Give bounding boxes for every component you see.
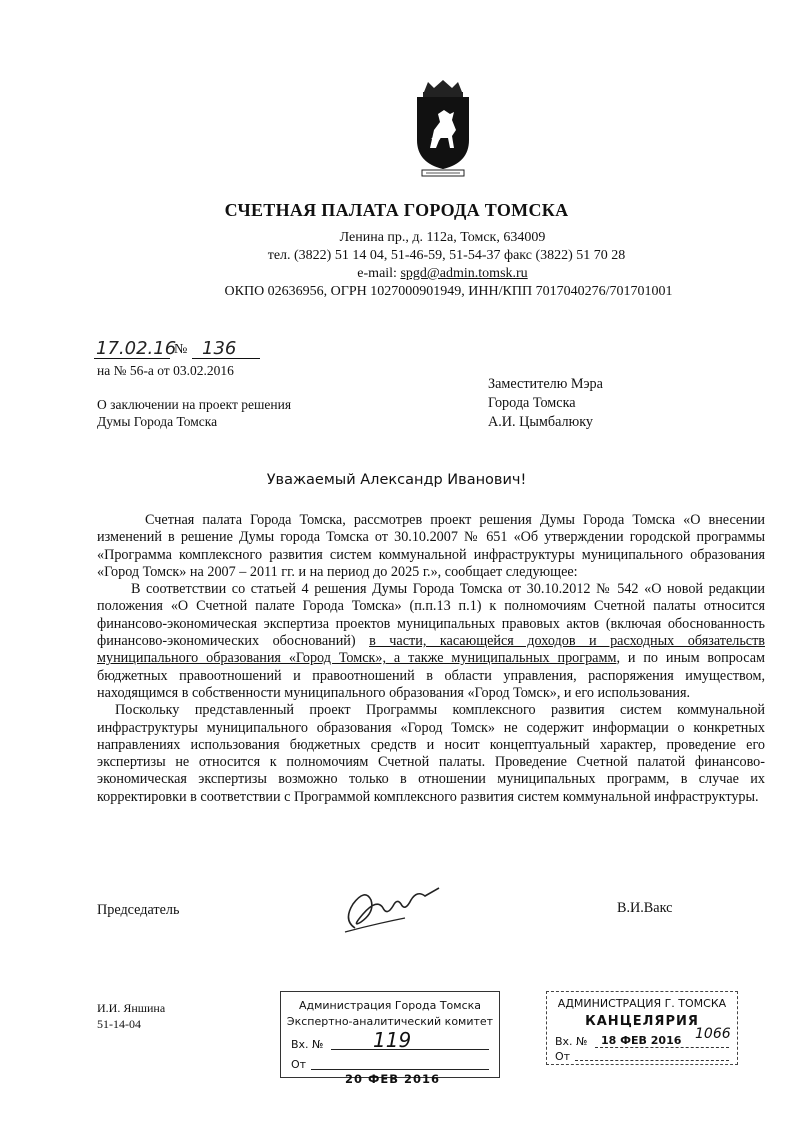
reference-line xyxy=(97,362,234,379)
reference-date: 03.02.2016 xyxy=(173,363,234,378)
addressee-line-3: А.И. Цымбалюку xyxy=(488,414,593,430)
stamp1-line-2: Экспертно-аналитический комитет xyxy=(286,1015,494,1028)
organization-address: Ленина пр., д. 112а, Томск, 634009 xyxy=(339,230,546,245)
addressee-block xyxy=(488,375,603,432)
signature-name: В.И.Вакс xyxy=(617,900,673,916)
letter-body xyxy=(97,512,765,806)
underlined-clause: в части, касающейся доходов и расходных обязательств муниципального образования «Город Томск», а также муниципальных программ xyxy=(97,633,765,667)
registration-stamp-chancery xyxy=(546,991,738,1065)
coat-of-arms-emblem xyxy=(410,78,476,178)
stamp1-in-label: Вх. № xyxy=(291,1038,324,1051)
stamp2-line-1: АДМИНИСТРАЦИЯ Г. ТОМСКА xyxy=(557,997,727,1010)
stamp1-line-1: Администрация Города Томска xyxy=(298,999,482,1012)
outgoing-date: 17.02.16 xyxy=(96,338,177,359)
reference-label: на № 56-а от xyxy=(97,363,170,378)
stamp2-in-number: 1066 xyxy=(695,1026,731,1042)
executor-phone: 51-14-04 xyxy=(97,1017,141,1031)
subject-line-1: О заключении на проект решения xyxy=(97,397,292,412)
paragraph-3: Поскольку представленный проект Программы комплексного развития систем коммунальной инфраструктуры муниципального образования «Город Томск» не содержит информации о конкретных направлениях использования бюджетных средств и носит концептуальный характер, проведение его экспертизы не относится к полномочиям Счетной палаты. Проведение Счетной палатой финансово-экономическая экспертизы возможно только в отношении муниципальных программ, в случае их корректировки в соответствии с Программой комплексного развития систем коммунальной инфраструктуры. xyxy=(97,702,765,805)
salutation: Уважаемый Александр Иванович! xyxy=(266,472,527,488)
stamp1-in-number: 119 xyxy=(373,1028,412,1052)
organization-email-line xyxy=(46,266,793,282)
registration-stamp-committee xyxy=(280,991,500,1086)
outgoing-number-label: № xyxy=(174,342,188,357)
paragraph-2: В соответствии со статьей 4 решения Думы Города Томска от 30.10.2012 № 542 «О новой редакции положения «О Счетной палате Города Томска» (п.п.13 п.1) к полномочиям Счетной палаты относится финансово-экономическая экспертиза проектов муниципальных правовых актов (включая обоснованность финансово-экономических обоснований) в части, касающейся доходов и расходных обязательств муниципального образования «Город Томск», а также муниципальных программ, и по иным вопросам бюджетных правоотношений и правоотношений в области управления, распоряжения имуществом, находящимся в собственности муниципального образования «Город Томск», и его использования. xyxy=(97,581,765,701)
organization-codes: ОКПО 02636956, ОГРН 1027000901949, ИНН/КПП 7017040276/701701001 xyxy=(224,284,673,299)
stamp2-line-2: КАНЦЕЛЯРИЯ xyxy=(585,1014,699,1029)
signature-role: Председатель xyxy=(97,902,180,918)
organization-title: СЧЕТНАЯ ПАЛАТА ГОРОДА ТОМСКА xyxy=(224,200,569,220)
email-label: e-mail: xyxy=(357,266,401,281)
paragraph-1: Счетная палата Города Томска, рассмотрев проект решения Думы Города Томска «О внесении изменений в решение Думы города Томска от 30.10.2007 № 651 «Об утверждении городской программы «Программа комплексного развития систем коммунальной инфраструктуры муниципального образования «Город Томск» на 2007 – 2011 гг. и на период до 2025 г.», сообщает следующее: xyxy=(97,512,765,580)
outgoing-number: 136 xyxy=(202,338,237,359)
stamp2-date: 18 ФЕВ 2016 xyxy=(601,1034,682,1047)
outgoing-registration xyxy=(94,338,264,362)
handwritten-signature xyxy=(335,878,445,938)
stamp1-from-label: От xyxy=(291,1058,307,1071)
stamp2-in-label: Вх. № xyxy=(555,1035,588,1048)
subject-line-2: Думы Города Томска xyxy=(97,414,218,429)
stamp1-date: 20 ФЕВ 2016 xyxy=(345,1072,441,1086)
addressee-line-1: Заместителю Мэра xyxy=(488,376,603,392)
email-link[interactable]: spgd@admin.tomsk.ru xyxy=(400,266,528,281)
addressee-line-2: Города Томска xyxy=(488,395,576,411)
stamp2-from-label: От xyxy=(555,1050,571,1063)
organization-phones: тел. (3822) 51 14 04, 51-46-59, 51-54-37 факс (3822) 51 70 28 xyxy=(267,248,626,263)
executor-block xyxy=(97,1000,165,1032)
executor-name: И.И. Яншина xyxy=(97,1001,166,1015)
